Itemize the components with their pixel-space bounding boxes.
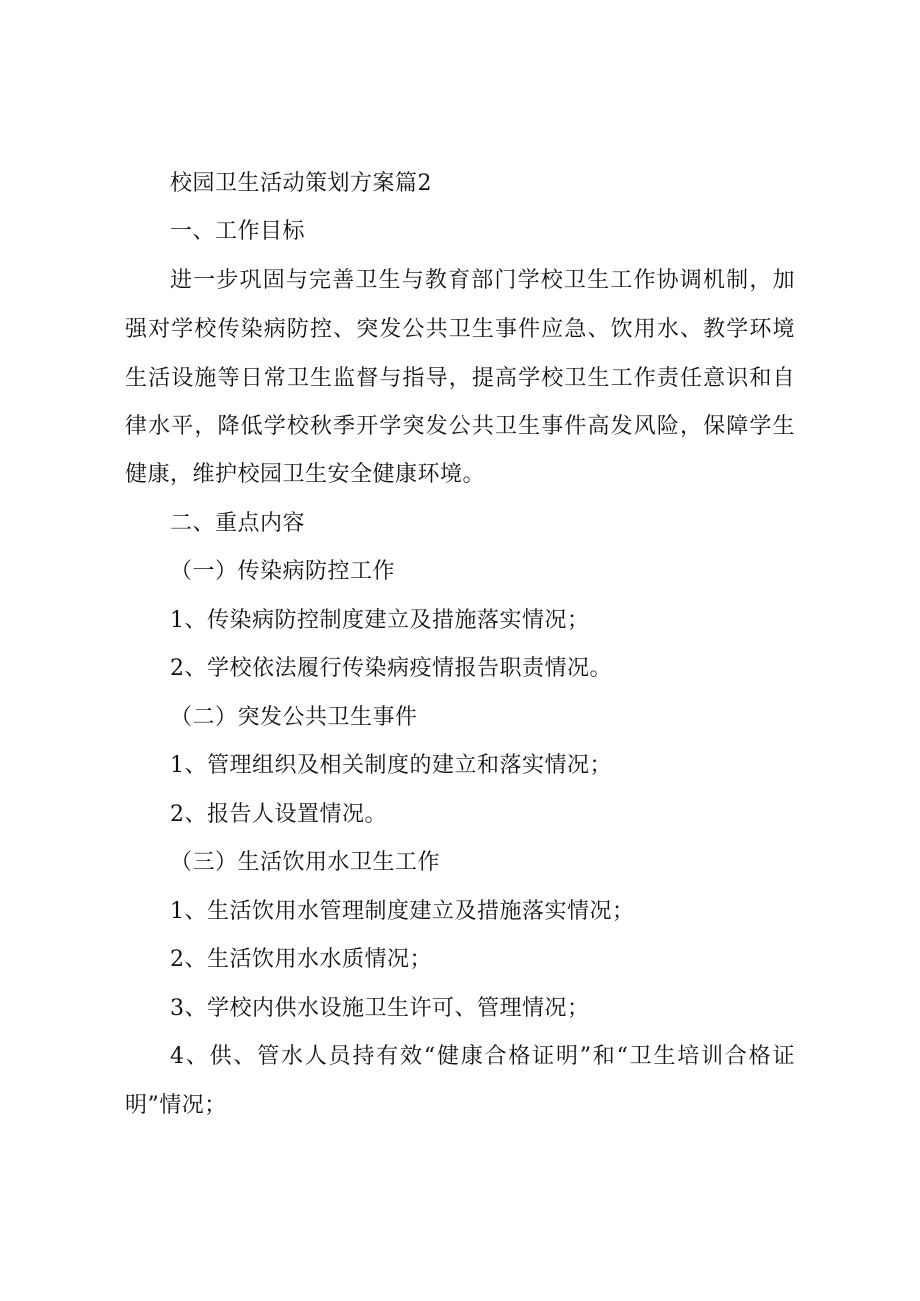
- section-heading-goals: 一、工作目标: [170, 219, 306, 244]
- list-item: 2、学校依法履行传染病疫情报告职责情况。: [170, 656, 612, 681]
- subsection-heading: （二）突发公共卫生事件: [170, 705, 418, 730]
- paragraph-line: 生活设施等日常卫生监督与指导，提高学校卫生工作责任意识和自: [125, 366, 795, 391]
- list-item: 1、管理组织及相关制度的建立和落实情况；: [170, 753, 612, 778]
- list-item: 1、传染病防控制度建立及措施落实情况；: [170, 608, 590, 633]
- list-item: 4、供、管水人员持有效“健康合格证明”和“卫生培训合格证: [170, 1044, 795, 1069]
- paragraph-line: 强对学校传染病防控、突发公共卫生事件应急、饮用水、教学环境: [125, 317, 795, 342]
- section-heading-key-content: 二、重点内容: [170, 511, 306, 536]
- paragraph-line: 律水平，降低学校秋季开学突发公共卫生事件高发风险，保障学生: [125, 414, 795, 439]
- subsection-heading: （三）生活饮用水卫生工作: [170, 850, 441, 875]
- list-item: 明”情况；: [125, 1093, 227, 1118]
- document-title: 校园卫生活动策划方案篇2: [170, 171, 432, 196]
- subsection-heading: （一）传染病防控工作: [170, 559, 396, 584]
- list-item: 2、生活饮用水水质情况；: [170, 947, 432, 972]
- paragraph-line: 进一步巩固与完善卫生与教育部门学校卫生工作协调机制，加: [170, 268, 795, 293]
- list-item: 1、生活饮用水管理制度建立及措施落实情况；: [170, 899, 635, 924]
- paragraph-line: 健康，维护校园卫生安全健康环境。: [125, 462, 486, 487]
- list-item: 3、学校内供水设施卫生许可、管理情况；: [170, 996, 590, 1021]
- list-item: 2、报告人设置情况。: [170, 802, 387, 827]
